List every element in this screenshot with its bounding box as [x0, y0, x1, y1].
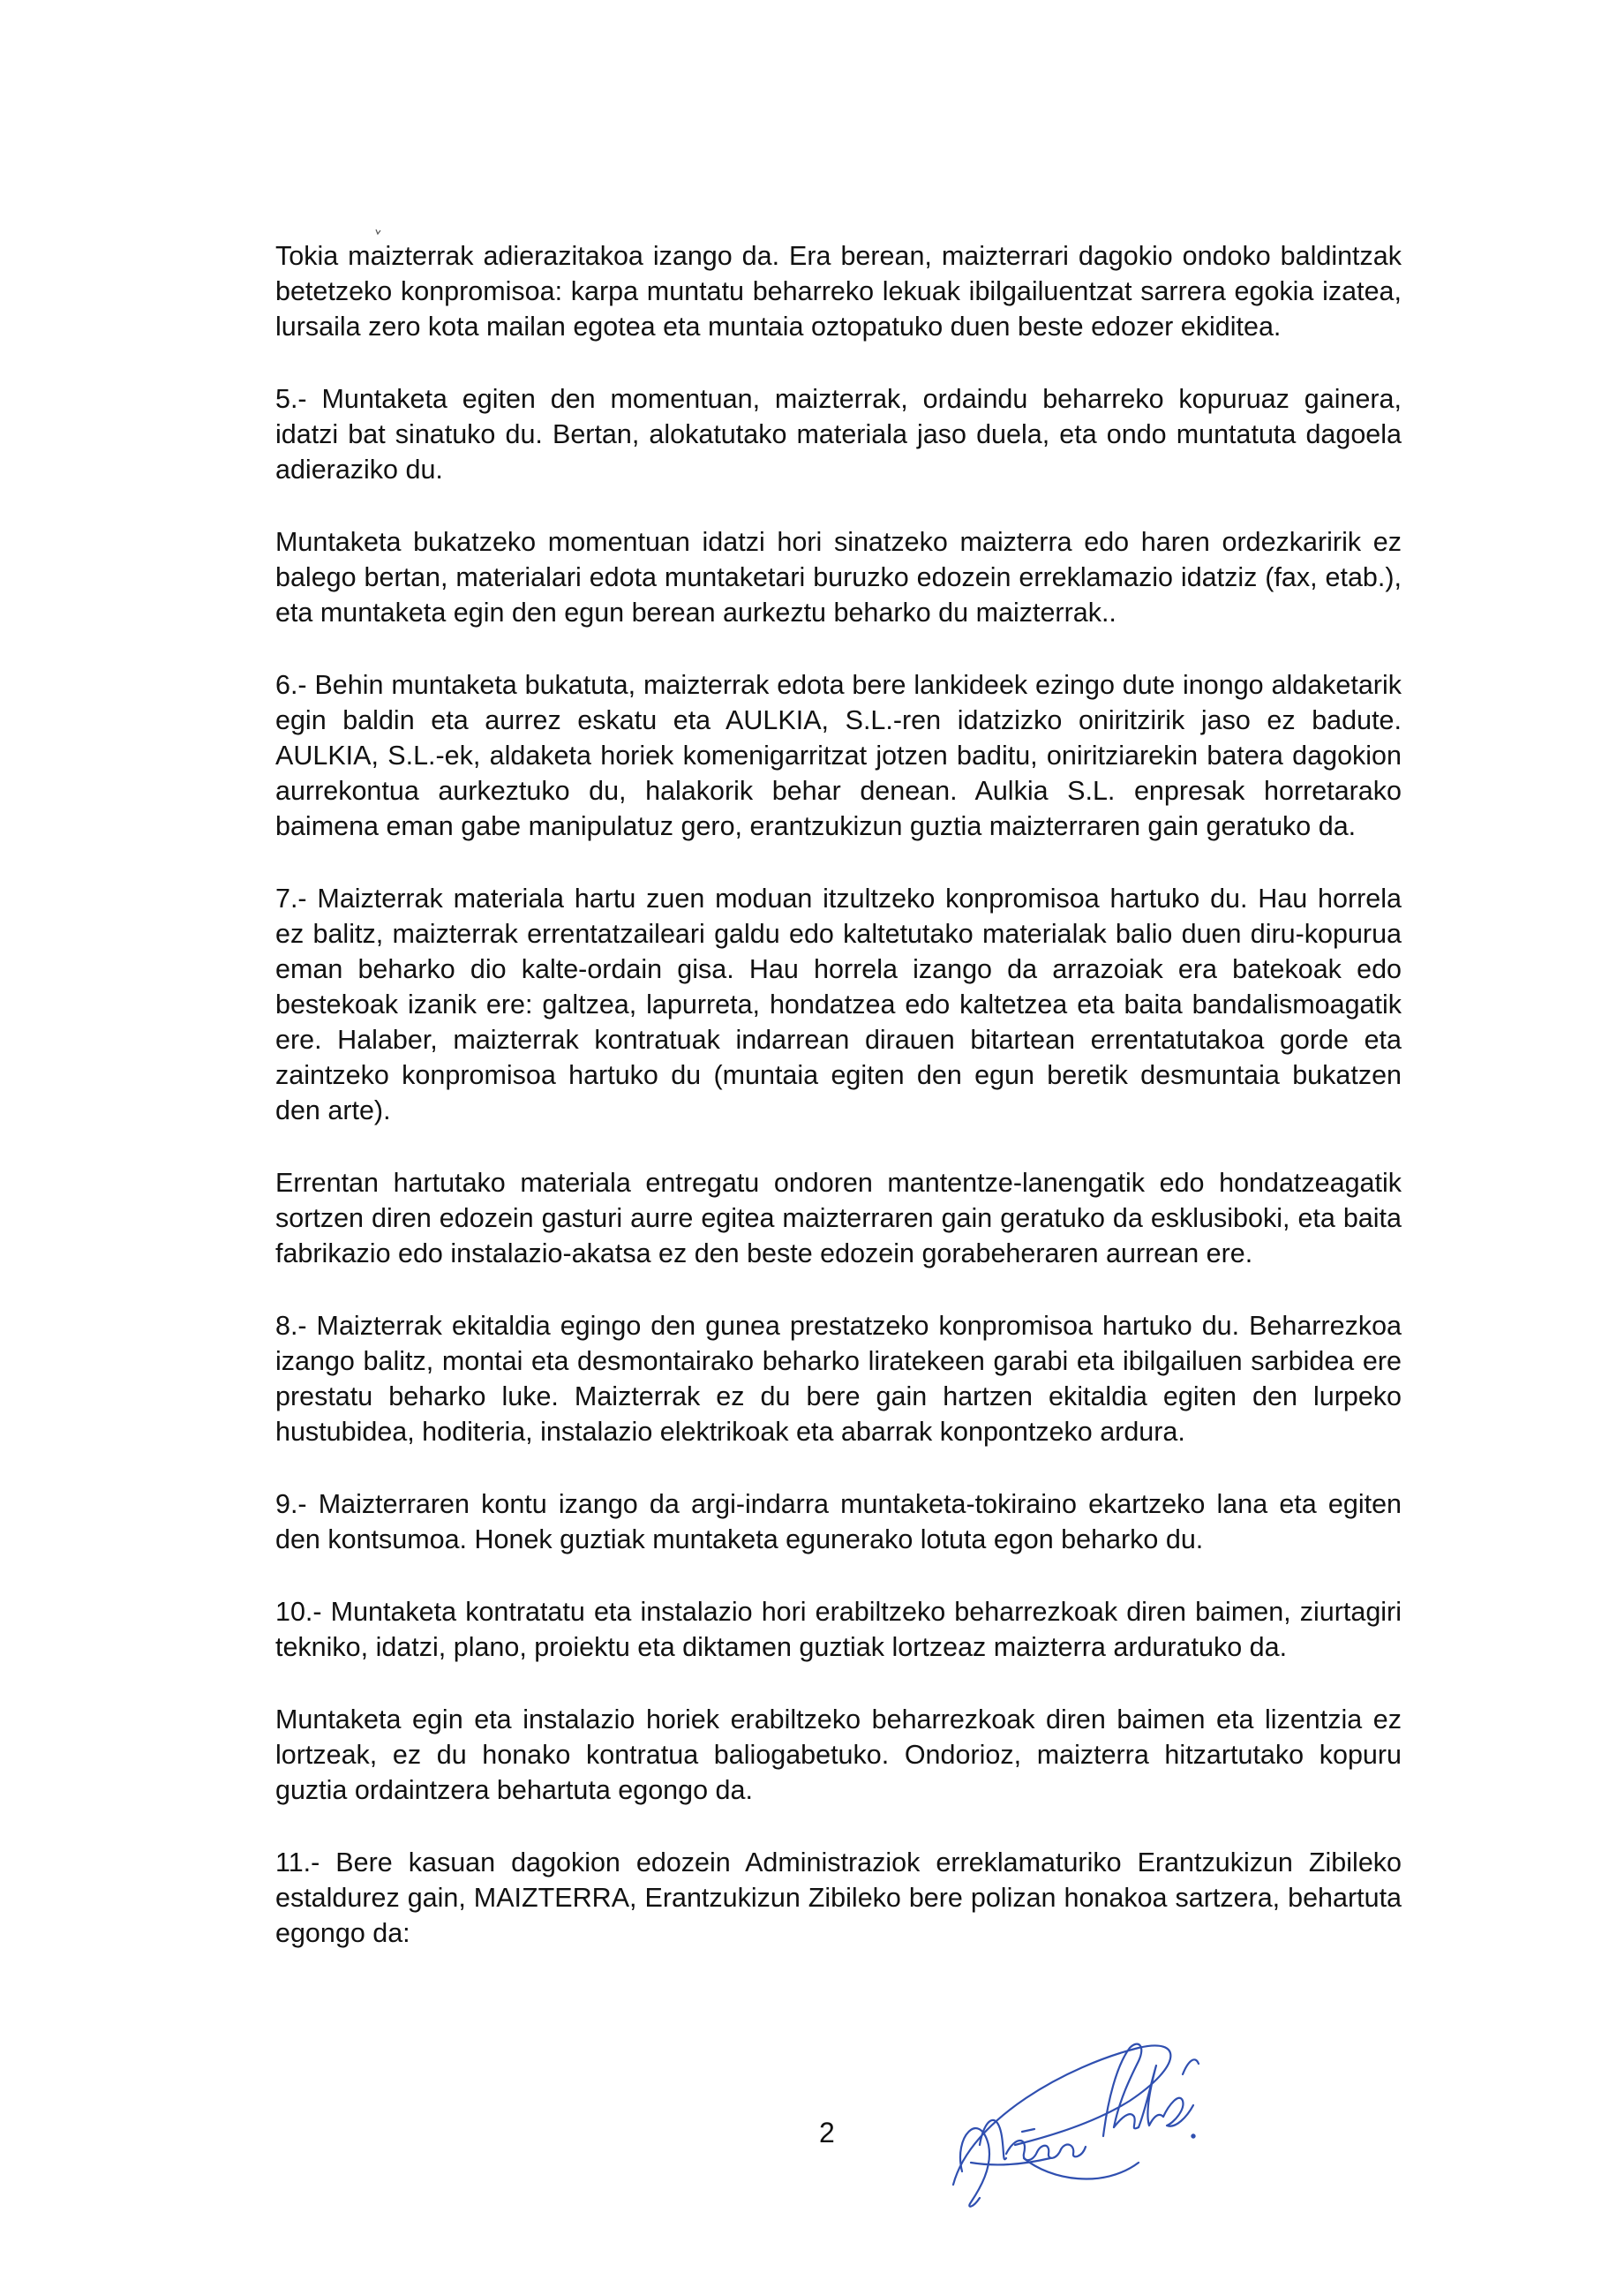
page-number: 2: [819, 2117, 835, 2148]
paragraph-location-conditions: Tokia maizterrak adierazitakoa izango da. Era berean, maizterrari dagokio ondoko baldintzak betetzeko konpromisoa: karpa muntatu beharreko lekuak ibilgailuentzat sarrera egokia izatea, lursaila zero kota mailan egotea eta muntaia oztopatuko duen beste edozer ekiditea.: [275, 241, 1402, 342]
paragraph-clause-11: 11.- Bere kasuan dagokion edozein Administraziok erreklamaturiko Erantzukizun Zibileko estaldurez gain, MAIZTERRA, Erantzukizun Zibileko bere polizan honakoa sartzera, behartuta egongo da:: [275, 1847, 1402, 1948]
body-text: [275, 238, 1402, 1988]
paragraph-clause-8: 8.- Maizterrak ekitaldia egingo den gunea prestatzeko konpromisoa hartuko du. Beharrezkoa izango balitz, montai eta desmontairako beharko liratekeen garabi eta ibilgailuen sarbidea ere prestatu beharko luke. Maizterrak ez du bere gain hartzen ekitaldia egiten den lurpeko hustubidea, hoditeria, instalazio elektrikoak eta abarrak konpontzeko ardura.: [275, 1311, 1402, 1447]
paragraph-clause-9: 9.- Maizterraren kontu izango da argi-indarra muntaketa-tokiraino ekartzeko lana eta egiten den kontsumoa. Honek guztiak muntaketa egunerako lotuta egon beharko du.: [275, 1489, 1402, 1554]
paragraph-clause-6: 6.- Behin muntaketa bukatuta, maizterrak edota bere lankideek ezingo dute inongo aldaketarik egin baldin eta aurrez eskatu eta AULKIA, S.L.-ren idatzizko oniritzirik jaso ez badute. AULKIA, S.L.-ek, aldaketa horiek komenigarritzat jotzen baditu, oniritziarekin batera dagokion aurrekontua aurkeztuko du, halakorik behar denean. Aulkia S.L. enpresak horretarako baimena eman gabe manipulatuz gero, erantzukizun guztia maizterraren gain geratuko da.: [275, 670, 1402, 841]
paragraph-clause-7: 7.- Maizterrak materiala hartu zuen moduan itzultzeko konpromisoa hartuko du. Hau horrela ez balitz, maizterrak errentatzaileari galdu edo kaltetutako materialak balio duen diru-kopurua eman beharko dio kalte-ordain gisa. Hau horrela izango da arrazoiak era batekoak edo bestekoak izanik ere: galtzea, lapurreta, hondatzea edo kaltetzea eta baita bandalismoagatik ere. Halaber, maizterrak kontratuak indarrean dirauen bitartean errentatutakoa gorde eta zaintzeko konpromisoa hartuko du (muntaia egiten den egun beretik desmuntaia bukatzen den arte).: [275, 884, 1402, 1125]
paragraph-clause-10-permits: Muntaketa egin eta instalazio horiek erabiltzeko beharrezkoak diren baimen eta lizentzia ez lortzeak, ez du honako kontratua baliogabetuko. Ondorioz, maizterra hitzartutako kopuru guztia ordaintzera behartuta egongo da.: [275, 1704, 1402, 1805]
handwritten-signature-icon: [918, 2013, 1209, 2216]
paragraph-clause-5-claims: Muntaketa bukatzeko momentuan idatzi hori sinatzeko maizterra edo haren ordezkaririk ez balego bertan, materialari edota muntaketari buruzko edozein erreklamazio idatziz (fax, etab.), eta muntaketa egin den egun berean aurkeztu beharko du maizterrak..: [275, 527, 1402, 628]
paragraph-clause-7-maintenance: Errentan hartutako materiala entregatu ondoren mantentze-lanengatik edo hondatzeagatik sortzen diren edozein gasturi aurre egitea maizterraren gain geratuko da esklusiboki, eta baita fabrikazio edo instalazio-akatsa ez den beste edozein gorabeheraren aurrean ere.: [275, 1168, 1402, 1268]
paragraph-clause-10: 10.- Muntaketa kontratatu eta instalazio hori erabiltzeko beharrezkoak diren baimen, ziurtagiri tekniko, idatzi, plano, proiektu eta diktamen guztiak lortzeaz maizterra arduratuko da.: [275, 1597, 1402, 1662]
paragraph-clause-5: 5.- Muntaketa egiten den momentuan, maizterrak, ordaindu beharreko kopuruaz gainera, idatzi bat sinatuko du. Bertan, alokatutako materiala jaso duela, eta ondo muntatuta dagoela adieraziko du.: [275, 384, 1402, 485]
scan-mark-icon: [375, 228, 382, 237]
